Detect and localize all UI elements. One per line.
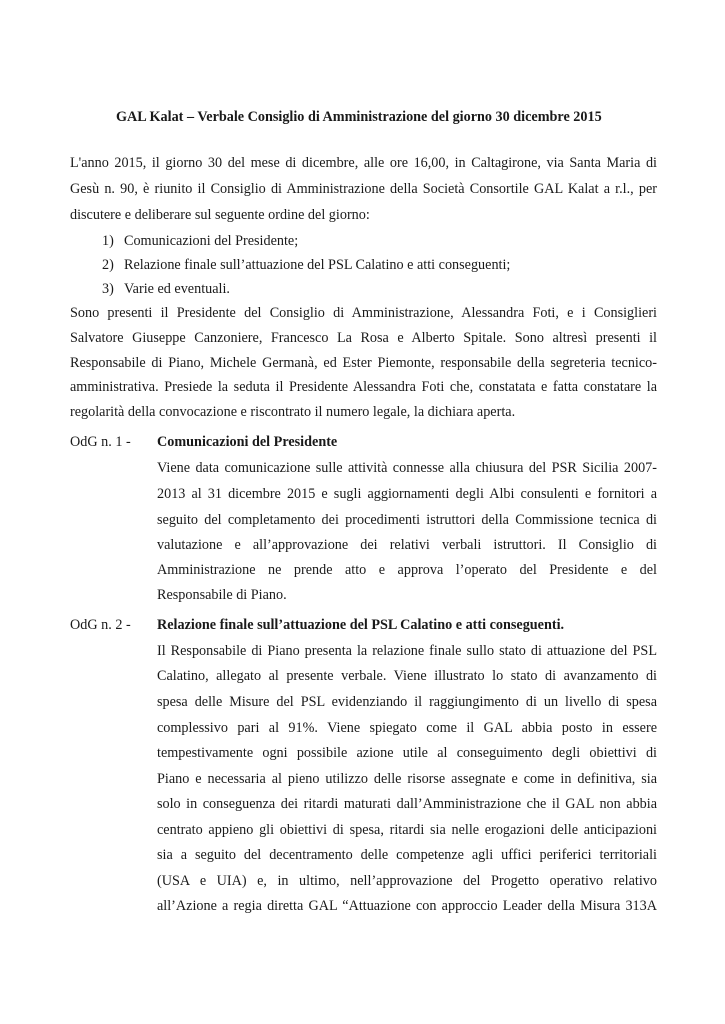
odg-body-line: sia a seguito del decentramento delle competenze agli uffici periferici territoriali — [157, 847, 657, 863]
intro-line: L'anno 2015, il giorno 30 del mese di dicembre, alle ore 16,00, in Caltagirone, via Santa Maria di — [70, 155, 657, 171]
odg-label: OdG n. 2 - — [70, 617, 131, 633]
odg-body-line: Piano e necessaria al pieno utilizzo delle risorse assegnate e come in definitiva, sia — [157, 771, 657, 787]
odg-body-line: spesa delle Misure del PSL evidenziando il raggiungimento di un livello di spesa — [157, 694, 657, 710]
odg-body-line: Amministrazione ne prende atto e approva l’operato del Presidente e del — [157, 562, 657, 578]
odg-body-line: seguito del completamento dei procedimenti istruttori della Commissione tecnica di — [157, 512, 657, 528]
odg-body-line: complessivo pari al 91%. Viene spiegato come il GAL abbia posto in essere — [157, 720, 657, 736]
odg-heading: Comunicazioni del Presidente — [157, 434, 338, 450]
attendance-line: regolarità della convocazione e riscontrato il numero legale, la dichiara aperta. — [70, 404, 516, 420]
odg-body-line: solo in conseguenza dei ritardi maturati dall’Amministrazione che il GAL non abbia — [157, 796, 657, 812]
odg-body-line: Il Responsabile di Piano presenta la relazione finale sullo stato di attuazione del PSL — [157, 643, 657, 659]
attendance-line: Salvatore Giuseppe Canzoniere, Francesco La Rosa e Alberto Spitale. Sono altresì presenti il — [70, 330, 657, 346]
attendance-line: Responsabile di Piano, Michele Germanà, ed Ester Piemonte, responsabile della segreteria tecnico- — [70, 355, 657, 371]
attendance-line: Sono presenti il Presidente del Consiglio di Amministrazione, Alessandra Foti, e i Consiglieri — [70, 305, 657, 321]
odg-body-line: Calatino, allegato al presente verbale. Viene illustrato lo stato di avanzamento di — [157, 668, 657, 684]
odg-body-line: all’Azione a regia diretta GAL “Attuazione con approccio Leader della Misura 313A — [157, 898, 657, 914]
agenda-item: Comunicazioni del Presidente; — [124, 233, 299, 249]
odg-body-line: tempestivamente ogni possibile azione utile al conseguimento degli obiettivi di — [157, 745, 657, 761]
odg-body-line: (USA e UIA) e, in ultimo, nell’approvazione del Progetto operativo relativo — [157, 873, 657, 889]
odg-body-line: Viene data comunicazione sulle attività connesse alla chiusura del PSR Sicilia 2007- — [157, 460, 657, 476]
agenda-number: 2) — [102, 257, 114, 273]
agenda-number: 1) — [102, 233, 114, 249]
odg-body-line: Responsabile di Piano. — [157, 587, 287, 603]
odg-body-line: 2013 al 31 dicembre 2015 e sugli aggiornamenti degli Albi consulenti e fornitori a — [157, 486, 657, 502]
attendance-line: amministrativa. Presiede la seduta il Presidente Alessandra Foti che, constatata e fatta constatare la — [70, 379, 657, 395]
odg-label: OdG n. 1 - — [70, 434, 131, 450]
odg-body-line: valutazione e all’approvazione dei relativi verbali istruttori. Il Consiglio di — [157, 537, 657, 553]
intro-line: discutere e deliberare sul seguente ordine del giorno: — [70, 207, 370, 223]
agenda-item: Relazione finale sull’attuazione del PSL Calatino e atti conseguenti; — [124, 257, 511, 273]
odg-body-line: centrato appieno gli obiettivi di spesa, ritardi sia nelle erogazioni delle anticipazioni — [157, 822, 657, 838]
agenda-number: 3) — [102, 281, 114, 297]
odg-heading: Relazione finale sull’attuazione del PSL Calatino e atti conseguenti. — [157, 617, 565, 633]
document-title: GAL Kalat – Verbale Consiglio di Amministrazione del giorno 30 dicembre 2015 — [116, 109, 602, 125]
agenda-item: Varie ed eventuali. — [124, 281, 230, 297]
intro-line: Gesù n. 90, è riunito il Consiglio di Amministrazione della Società Consortile GAL Kalat a r.l., per — [70, 181, 657, 197]
